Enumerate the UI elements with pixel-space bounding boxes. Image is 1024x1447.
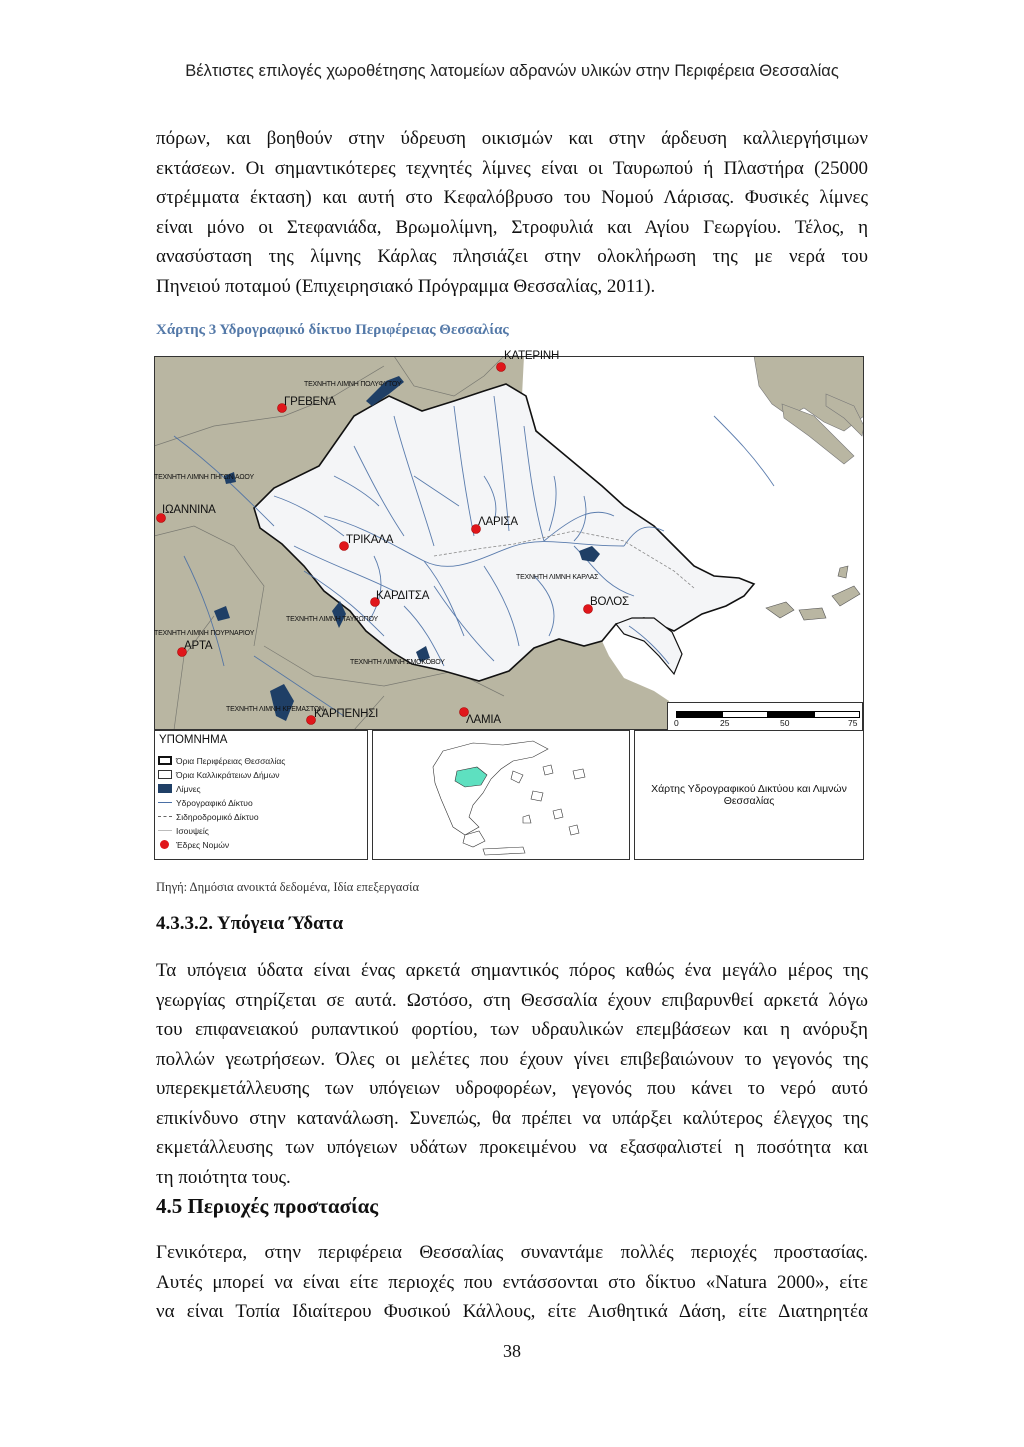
legend-item — [158, 755, 285, 766]
map-legend — [154, 730, 368, 860]
scale-tick: 75 — [848, 718, 858, 728]
legend-symbol — [158, 830, 172, 831]
legend-item — [158, 769, 279, 780]
text-line: πόρων, και βοηθούν στην ύδρευση οικισμών και στην άρδευση καλλιεργήσιμων — [156, 128, 868, 149]
text-line: να είναι Τοπία Ιδιαίτερου Φυσικού Κάλλους, είτε Αισθητικά Δάση, είτε Διατηρητέα — [156, 1301, 868, 1322]
city-marker — [497, 363, 506, 372]
text-line: ανασύσταση της λίμνης Κάρλας πλησιάζει στην ολοκλήρωση της με νερά του — [156, 246, 868, 267]
lake-label-tavropou: ΤΕΧΝΗΤΗ ΛΙΜΝΗ ΤΑΥΡΩΠΟΥ — [286, 616, 379, 623]
text-line: εκμετάλλευσης των υπόγειων υδάτων προκειμένου να εξασφαλιστεί η ποσότητα και — [156, 1137, 868, 1158]
intro-paragraph — [156, 124, 868, 301]
text-line: Πηνειού ποταμού (Επιχειρησιακό Πρόγραμμα Θεσσαλίας, 2011). — [156, 275, 656, 297]
lake-label-pournariou: ΤΕΧΝΗΤΗ ΛΙΜΝΗ ΠΟΥΡΝΑΡΙΟΥ — [154, 630, 255, 637]
lake-label-kremaston: ΤΕΧΝΗΤΗ ΛΙΜΝΗ ΚΡΕΜΑΣΤΩΝ — [226, 706, 324, 713]
figure-caption: Χάρτης 3 Υδρογραφικό δίκτυο Περιφέρειας Θεσσαλίας — [156, 322, 509, 338]
legend-item — [158, 797, 253, 808]
legend-symbol — [158, 756, 172, 765]
lake-label-polyfytou: ΤΕΧΝΗΤΗ ΛΙΜΝΗ ΠΟΛΥΦΥΤΟΥ — [304, 381, 402, 388]
section-heading-groundwater: 4.3.3.2. Υπόγεια Ύδατα — [156, 913, 344, 934]
legend-symbol — [158, 784, 172, 793]
lake-label-smokovou: ΤΕΧΝΗΤΗ ΛΙΜΝΗ ΣΜΟΚΟΒΟΥ — [350, 659, 445, 666]
legend-label: Όρια Περιφέρειας Θεσσαλίας — [176, 755, 286, 766]
scale-tick: 25 — [720, 718, 730, 728]
text-line: του επιφανειακού ρυπαντικού φορτίου, των υδραυλικών επεμβάσεων και η ανόρυξη — [156, 1019, 868, 1040]
lake-label-karlas: ΤΕΧΝΗΤΗ ΛΙΜΝΗ ΚΑΡΛΑΣ — [516, 574, 599, 581]
city-label-grevena: ΓΡΕΒΕΝΑ — [284, 396, 336, 408]
lake-label-pigon-aoou: ΤΕΧΝΗΤΗ ΛΙΜΝΗ ΠΗΓΩΝ ΑΩΟΥ — [154, 474, 254, 481]
text-line: γεωργίας στηρίζεται σε αυτά. Ωστόσο, στη Θεσσαλία έχουν επιβαρυνθεί αρκετά λόγω — [156, 989, 868, 1011]
map-title-box — [634, 730, 864, 860]
legend-label: Λίμνες — [176, 783, 201, 794]
legend-item — [158, 839, 229, 850]
text-line: πολλών γεωτρήσεων. Όλες οι μελέτες που έχουν γίνει επιβεβαιώνουν το γεγονός της — [156, 1048, 868, 1070]
inset-map — [372, 730, 630, 860]
groundwater-paragraph — [156, 956, 868, 1192]
map-island — [799, 608, 826, 620]
city-label-trikala: ΤΡΙΚΑΛΑ — [346, 534, 394, 546]
text-line: υπερεκμετάλλευσης των υπόγειων υδροφορέων, γεγονός που κάνει το νερό αυτό — [156, 1078, 868, 1099]
running-header: Βέλτιστες επιλογές χωροθέτησης λατομείων αδρανών υλικών στην Περιφέρεια Θεσσαλίας — [185, 62, 839, 80]
legend-label: Ισουψείς — [176, 825, 209, 836]
city-label-lamia: ΛΑΜΙΑ — [466, 714, 501, 726]
city-label-karditsa: ΚΑΡΔΙΤΣΑ — [376, 590, 430, 602]
legend-label: Όρια Καλλικράτειων Δήμων — [176, 769, 280, 780]
text-line: Τα υπόγεια ύδατα είναι ένας αρκετά σημαντικός πόρος καθώς ένα μεγάλο μέρος της — [156, 960, 868, 981]
city-label-larisa: ΛΑΡΙΣΑ — [478, 516, 518, 528]
legend-symbol — [160, 840, 169, 849]
section-heading-protection: 4.5 Περιοχές προστασίας — [156, 1194, 379, 1218]
text-line: επικίνδυνο στην κατανάλωση. Συνεπώς, θα πρέπει να υπάρξει καλύτερος έλεγχος της — [156, 1107, 868, 1129]
map-title: Χάρτης Υδρογραφικού Δικτύου και Λιμνών Θεσσαλίας — [651, 783, 847, 807]
legend-symbol — [158, 802, 172, 803]
map-figure — [154, 350, 864, 860]
legend-symbol — [158, 770, 172, 779]
city-label-arta: ΑΡΤΑ — [184, 640, 213, 652]
map-image — [154, 356, 864, 730]
city-label-ioannina: ΙΩΑΝΝΙΝΑ — [162, 504, 216, 516]
legend-item — [158, 783, 201, 794]
page-number: 38 — [503, 1341, 521, 1361]
legend-item — [158, 825, 209, 836]
legend-label: Έδρες Νομών — [176, 839, 230, 850]
city-label-karpenisi: ΚΑΡΠΕΝΗΣΙ — [314, 708, 379, 720]
text-line: Γενικότερα, στην περιφέρεια Θεσσαλίας συναντάμε πολλές περιοχές προστασίας. — [156, 1242, 868, 1263]
city-label-volos: ΒΟΛΟΣ — [590, 596, 629, 608]
scale-tick: 0 — [674, 718, 679, 728]
legend-symbol — [158, 816, 172, 818]
text-line: εκτάσεων. Οι σημαντικότερες τεχνητές λίμνες είναι οι Ταυρωπού ή Πλαστήρα (25000 — [156, 157, 868, 179]
legend-item — [158, 811, 259, 822]
protection-paragraph — [156, 1238, 868, 1327]
text-line: στρέμματα έκταση) και αυτή στο Κεφαλόβρυσο του Νομού Λάρισας. Φυσικές λίμνες — [156, 187, 868, 208]
text-line: είναι μόνο οι Στεφανιάδα, Βρωμολίμνη, Στροφυλιά και Αγίου Γεωργίου. Τέλος, η — [156, 216, 868, 238]
legend-label: Υδρογραφικό Δίκτυο — [176, 797, 253, 808]
text-line: τη ποιότητα τους. — [156, 1166, 291, 1188]
legend-title: ΥΠΟΜΝΗΜΑ — [159, 734, 228, 746]
greece-inset — [373, 731, 629, 859]
scale-bar — [667, 702, 863, 732]
figure-source: Πηγή: Δημόσια ανοικτά δεδομένα, Ιδία επεξεργασία — [156, 880, 420, 894]
text-line: Αυτές μπορεί να είναι είτε περιοχές που εντάσσονται στο δίκτυο «Natura 2000», είτε — [156, 1271, 868, 1293]
legend-label: Σιδηροδρομικό Δίκτυο — [176, 811, 259, 822]
scale-tick: 50 — [780, 718, 790, 728]
city-label-katerini: ΚΑΤΕΡΙΝΗ — [504, 350, 560, 362]
